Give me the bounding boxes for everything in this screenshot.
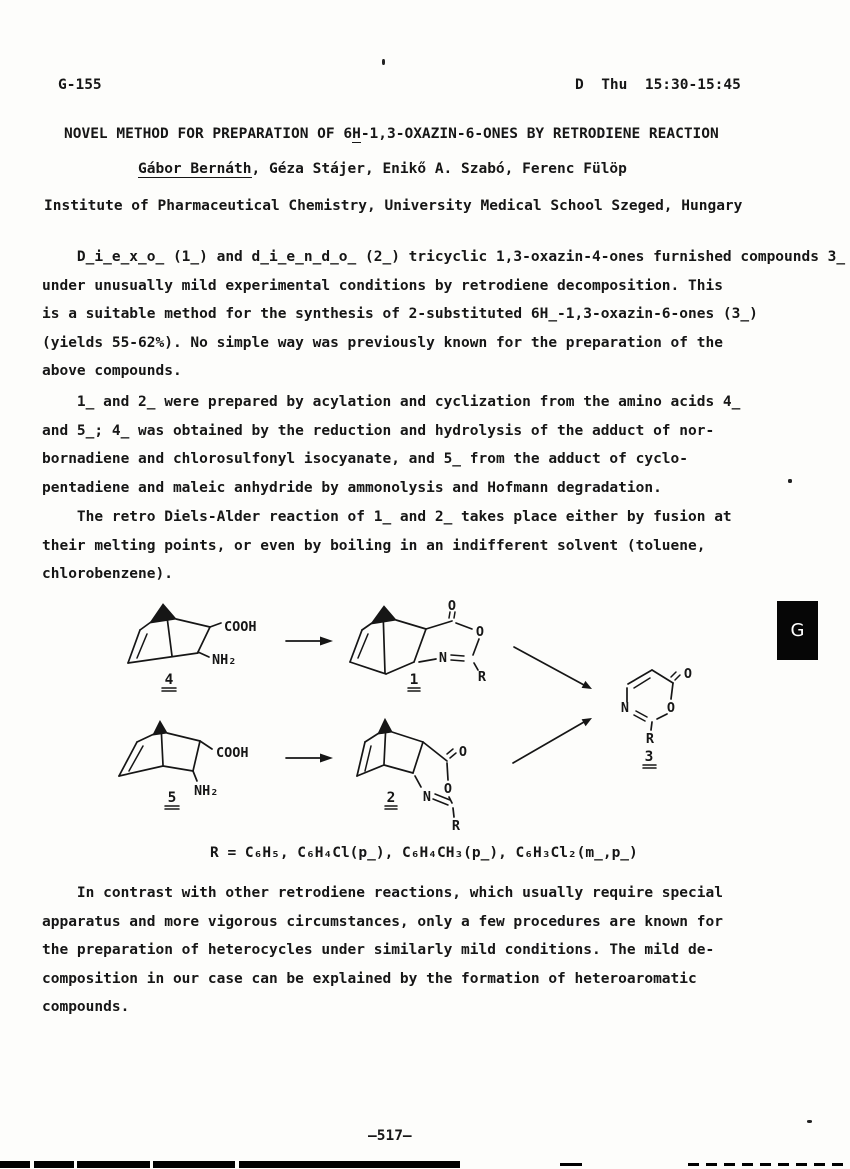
scan-artifact-dashed-line [688, 1163, 848, 1166]
cooh-label: COOH [216, 745, 249, 761]
compound-number-2: 2 [386, 790, 396, 806]
compound-number-3: 3 [644, 749, 654, 765]
compound-number-1: 1 [409, 672, 419, 688]
ring-o-label: O [475, 624, 485, 640]
text-line: under unusually mild experimental conditions by retrodiene decomposition. This [42, 277, 723, 294]
scan-speck [382, 59, 385, 65]
r-label: R [645, 731, 655, 747]
text-line: composition in our case can be explained by the formation of heteroaromatic [42, 970, 697, 987]
text-line: their melting points, or even by boiling in an indifferent solvent (toluene, [42, 537, 706, 554]
title-text-pre: NOVEL METHOD FOR PREPARATION OF 6 [64, 126, 353, 142]
session-code: G-155 [58, 77, 102, 93]
cooh-label: COOH [224, 619, 257, 635]
text-line: above compounds. [42, 363, 182, 380]
nh2-label: NH₂ [194, 783, 219, 799]
compound-number-5: 5 [167, 790, 177, 806]
r-label: R [451, 818, 461, 834]
structure-compound-5 [119, 721, 249, 809]
structure-compound-1 [350, 598, 487, 691]
text-line: compounds. [42, 999, 130, 1016]
r-label: R [477, 669, 487, 685]
reaction-arrow-1 [286, 637, 333, 646]
carbonyl-o-label: O [447, 598, 457, 614]
text-line: 1̲ and 2̲ were prepared by acylation and cyclization from the amino acids 4̲ [42, 394, 741, 410]
coauthors: , Géza Stájer, Enikő A. Szabó, Ferenc Fülöp [251, 161, 627, 177]
text-line: apparatus and more vigorous circumstances, only a few procedures are known for [42, 913, 723, 930]
scan-speck [788, 479, 792, 483]
text-line: In contrast with other retrodiene reactions, which usually require special [42, 885, 723, 901]
text-line: and 5̲; 4̲ was obtained by the reduction and hydrolysis of the adduct of nor- [42, 422, 715, 439]
text-line: chlorobenzene). [42, 566, 173, 583]
text-line: the preparation of heterocycles under similarly mild conditions. The mild de- [42, 942, 715, 959]
ring-o-label: O [443, 781, 453, 797]
section-tab-letter: G [790, 620, 805, 641]
arrow-to-3-lower [513, 718, 592, 763]
structure-compound-4 [128, 604, 257, 691]
text-line: is a suitable method for the synthesis of 2-substituted 6H̲-1,3-oxazin-6-ones (3̲) [42, 306, 758, 323]
n-label: N [438, 650, 448, 666]
nh2-label: NH₂ [212, 652, 237, 668]
affiliation-line: Institute of Pharmaceutical Chemistry, University Medical School Szeged, Hungary [44, 198, 743, 214]
title-text-post: -1,3-OXAZIN-6-ONES BY RETRODIENE REACTION [360, 126, 719, 142]
page-number: —517— [368, 1128, 412, 1144]
text-line: bornadiene and chlorosulfonyl isocyanate, and 5̲ from the adduct of cyclo- [42, 451, 689, 468]
carbonyl-o-label: O [458, 744, 468, 760]
n-label: N [620, 700, 630, 716]
scan-artifact-notch [150, 1161, 153, 1168]
text-line: (yields 55-62%). No simple way was previously known for the preparation of the [42, 334, 723, 351]
ring-o-label: O [666, 700, 676, 716]
text-line: D̲i̲e̲x̲o̲ (1̲) and d̲i̲e̲n̲d̲o̲ (2̲) tricyclic 1,3-oxazin-4-ones furnished compounds 3̲ [42, 249, 846, 265]
structure-compound-2 [357, 719, 467, 834]
scan-artifact-dash [560, 1163, 582, 1166]
text-line: The retro Diels-Alder reaction of 1̲ and 2̲ takes place either by fusion at [42, 509, 732, 525]
r-definition-line: R = C₆H₅, C₆H₄Cl(p̲), C₆H₄CH₃(p̲), C₆H₃Cl₂(m̲,p̲) [210, 845, 638, 861]
scan-artifact-notch [30, 1161, 34, 1168]
session-time: D Thu 15:30-15:45 [575, 77, 741, 93]
scan-artifact-notch [235, 1161, 239, 1168]
presenting-author: Gábor Bernáth [138, 161, 252, 177]
scan-speck [807, 1120, 812, 1123]
n-label: N [422, 789, 432, 805]
reaction-arrow-2 [286, 754, 333, 763]
compound-number-4: 4 [164, 672, 174, 688]
title-6h-underlined: H [352, 126, 361, 142]
scan-artifact-notch [74, 1161, 77, 1168]
carbonyl-o-label: O [683, 666, 693, 682]
scan-artifact-bar [0, 1161, 460, 1168]
section-tab [777, 601, 818, 660]
text-line: pentadiene and maleic anhydride by ammonolysis and Hofmann degradation. [42, 479, 662, 496]
structure-compound-3 [621, 666, 692, 768]
arrow-to-3-upper [514, 647, 592, 689]
